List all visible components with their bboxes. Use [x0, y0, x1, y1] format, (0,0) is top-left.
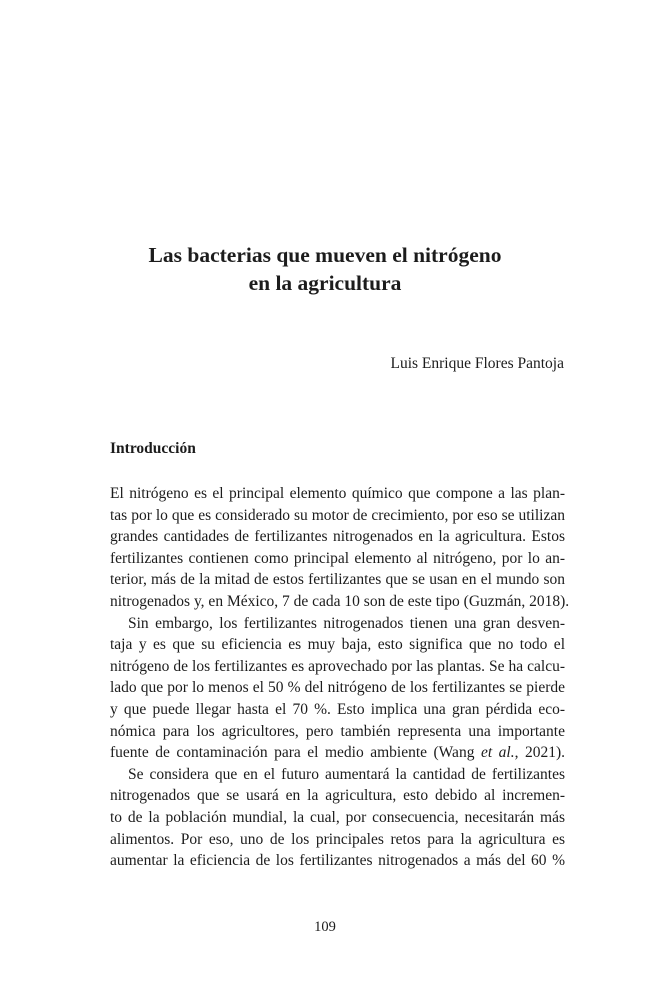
body-line: nitrogenados y, en México, 7 de cada 10 son de este tipo (Guzmán, 2018). — [110, 592, 570, 610]
citation-text: fuente de contaminación para el medio ambiente (Wang — [110, 744, 481, 762]
body-line: nitrogenados que se usará en la agricultura, esto debido al incremen- — [110, 787, 565, 805]
citation-et-al: et al. — [480, 744, 515, 762]
body-line: El nitrógeno es el principal elemento químico que compone a las plan- — [110, 485, 565, 502]
page-number: 109 — [314, 919, 336, 935]
chapter-title-line-1: Las bacterias que mueven el nitrógeno — [148, 243, 502, 267]
chapter-author: Luis Enrique Flores Pantoja — [390, 355, 564, 372]
body-line: y que puede llegar hasta el 70 %. Esto implica una gran pérdida eco- — [110, 700, 565, 718]
body-line-citation — [110, 742, 565, 764]
citation-year: , 2021). — [514, 744, 565, 762]
body-line: Se considera que en el futuro aumentará la cantidad de fertilizantes — [128, 765, 565, 783]
body-line: nitrógeno de los fertilizantes es aprovechado por las plantas. Se ha calcu- — [110, 657, 565, 675]
chapter-title-line-2: en la agricultura — [248, 271, 402, 295]
body-line: tas por lo que es considerado su motor de crecimiento, por eso se utilizan — [110, 506, 565, 524]
body-line: alimentos. Por eso, uno de los principales retos para la agricultura es — [110, 830, 565, 848]
body-line: to de la población mundial, la cual, por consecuencia, necesitarán más — [110, 808, 565, 826]
section-heading: Introducción — [110, 440, 196, 457]
body-line: aumentar la eficiencia de los fertilizantes nitrogenados a más del 60 % — [110, 852, 565, 870]
body-text — [110, 483, 570, 872]
body-line: terior, más de la mitad de estos fertilizantes que se usan en el mundo son — [110, 571, 565, 589]
body-line: grandes cantidades de fertilizantes nitrogenados en la agricultura. Estos — [110, 528, 565, 546]
body-line: fertilizantes contienen como principal elemento al nitrógeno, por lo an- — [110, 549, 565, 567]
body-line: nómica para los agricultores, pero también representa una importante — [110, 722, 565, 740]
body-line: Sin embargo, los fertilizantes nitrogenados tienen una gran desven- — [128, 614, 565, 632]
body-line: lado que por lo menos el 50 % del nitrógeno de los fertilizantes se pierde — [110, 679, 565, 697]
body-line: taja y es que su eficiencia es muy baja, esto significa que no todo el — [110, 636, 565, 654]
